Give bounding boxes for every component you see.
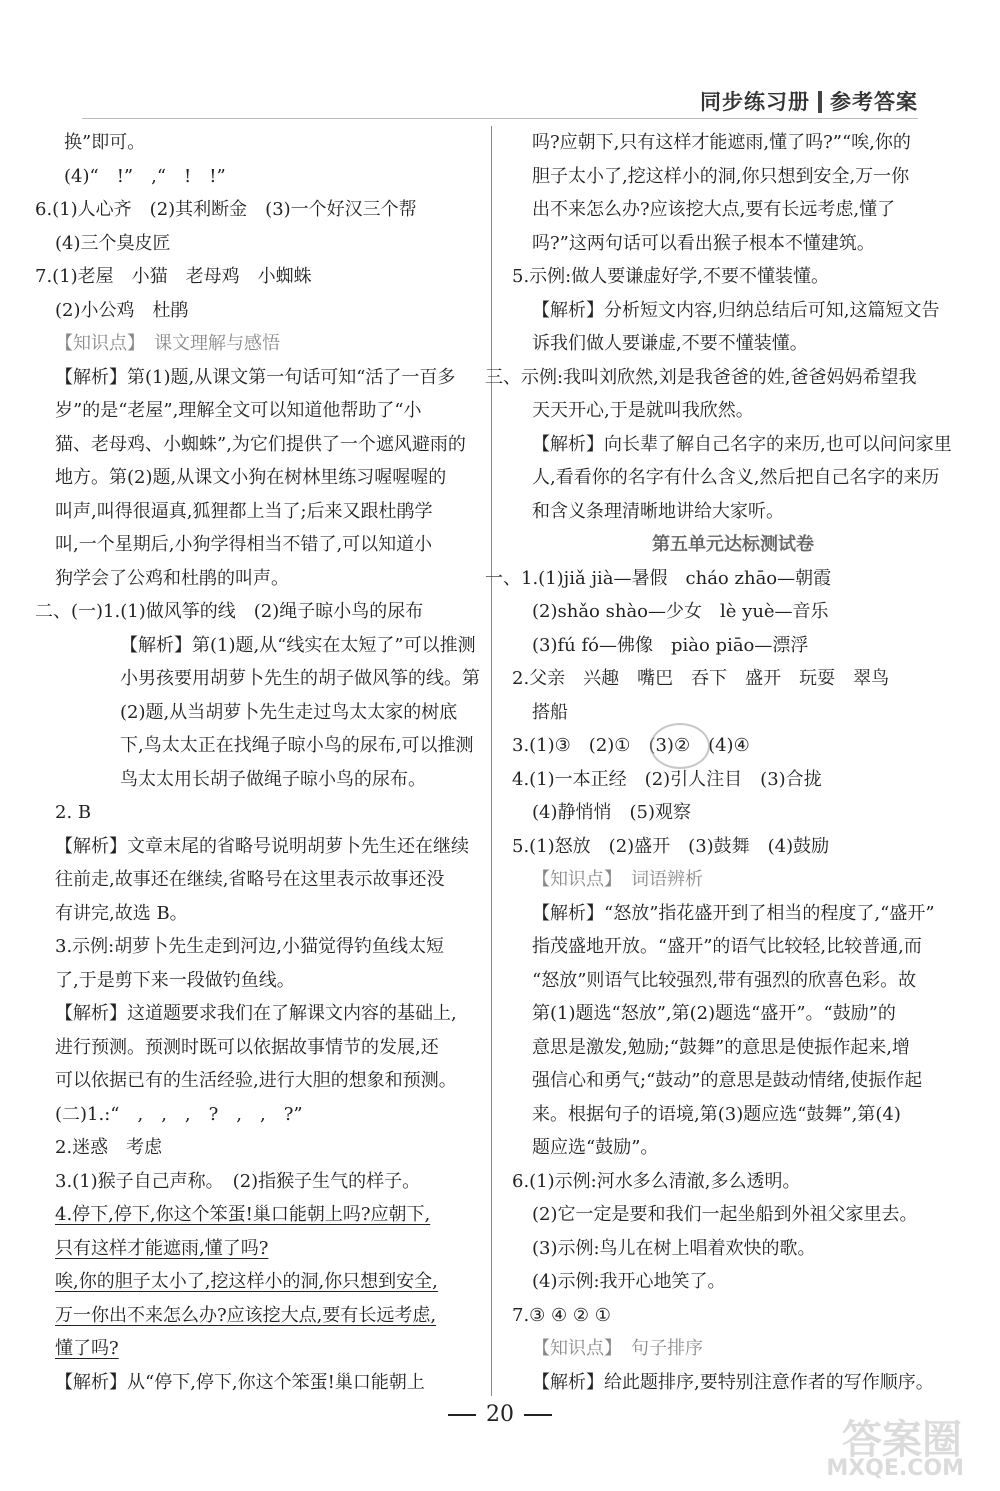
text-line: 指茂盛地开放。“盛开”的语气比较轻,比较普通,而 <box>532 936 922 957</box>
text-line: 2.父亲 兴趣 嘴巴 吞下 盛开 玩耍 翠鸟 <box>512 668 890 689</box>
text-line: 有讲完,故选 B。 <box>55 902 188 924</box>
analysis-line: 【解析】给此题排序,要特别注意作者的写作顺序。 <box>532 1371 934 1393</box>
text-line: 诉我们做人要谦虚,不要不懂装懂。 <box>532 333 808 354</box>
text-line: 猫、老母鸡、小蜘蛛”,为它们提供了一个遮风避雨的 <box>55 433 466 455</box>
watermark-logo <box>802 1408 972 1484</box>
analysis-line: 【解析】文章末尾的省略号说明胡萝卜先生还在继续 <box>55 835 469 857</box>
underlined-answer: 懂了吗? <box>55 1338 119 1359</box>
stamp-mark <box>650 723 710 769</box>
unit-test-title: 第五单元达标测试卷 <box>652 534 814 555</box>
text-line: 3.(1)③ (2)① (3)② (4)④ <box>512 735 750 756</box>
text-line: 叫声,叫得很逼真,狐狸都上当了;后来又跟杜鹃学 <box>55 500 433 522</box>
text-line: “怒放”则语气比较强烈,带有强烈的欣喜色彩。故 <box>532 969 917 991</box>
text-line: (4)静悄悄 (5)观察 <box>532 802 691 823</box>
text-line: 二、(一)1.(1)做风筝的线 (2)绳子晾小鸟的尿布 <box>35 601 424 622</box>
analysis-line: 【解析】分析短文内容,归纳总结后可知,这篇短文告 <box>532 299 940 321</box>
header-rule <box>82 118 918 119</box>
text-line: 强信心和勇气;“鼓动”的意思是鼓动情绪,使振作起 <box>532 1070 923 1091</box>
text-line: 2. B <box>55 802 92 823</box>
text-line: 4.(1)一本正经 (2)引人注目 (3)合拢 <box>512 768 822 790</box>
text-line: 来。根据句子的语境,第(3)题应选“鼓舞”,第(4) <box>532 1103 901 1125</box>
text-line: 往前走,故事还在继续,省略号在这里表示故事还没 <box>55 869 445 890</box>
text-line: (2)它一定是要和我们一起坐船到外祖父家里去。 <box>532 1204 918 1225</box>
knowledge-point: 【知识点】 词语辨析 <box>532 869 703 890</box>
book-title: 同步练习册 <box>700 90 810 114</box>
text-line: 吗?”这两句话可以看出猴子根本不懂建筑。 <box>532 232 875 254</box>
analysis-line: 【解析】“怒放”指花盛开到了相当的程度了,“盛开” <box>532 902 935 924</box>
underlined-answer: 只有这样才能遮雨,懂了吗? <box>55 1237 269 1259</box>
text-line: 下,鸟太太正在找绳子晾小鸟的尿布,可以推测 <box>120 735 474 756</box>
text-line: (4)三个臭皮匠 <box>55 232 171 254</box>
text-line: 和含义条理清晰地讲给大家听。 <box>532 500 784 522</box>
analysis-line: 【解析】第(1)题,从“线实在太短了”可以推测 <box>120 634 476 656</box>
text-line: (2)小公鸡 杜鹃 <box>55 299 189 321</box>
watermark-mark: 答案圈 <box>842 1417 962 1463</box>
underlined-answer: 万一你出不来怎么办?应该挖大点,要有长远考虑, <box>55 1304 437 1326</box>
text-line: 了,于是剪下来一段做钓鱼线。 <box>55 969 295 991</box>
text-line: 天天开心,于是就叫我欣然。 <box>532 400 754 421</box>
section-title: 参考答案 <box>830 90 918 114</box>
text-line: 3.(1)猴子自己声称。 (2)指猴子生气的样子。 <box>55 1170 421 1192</box>
text-line: 狗学会了公鸡和杜鹃的叫声。 <box>55 567 289 589</box>
text-line: (二)1.:“ , , , ? , , ?” <box>55 1103 303 1125</box>
analysis-line: 【解析】第(1)题,从课文第一句话可知“活了一百多 <box>55 366 456 388</box>
left-column <box>35 126 480 1399</box>
text-line: 鸟太太用长胡子做绳子晾小鸟的尿布。 <box>120 768 426 790</box>
text-line: (4)示例:我开心地笑了。 <box>532 1271 726 1292</box>
column-divider <box>491 126 492 1396</box>
text-line: 7.③ ④ ② ① <box>512 1304 611 1326</box>
text-line: 意思是激发,勉励;“鼓舞”的意思是使振作起来,增 <box>532 1036 910 1058</box>
page-number-text: 20 <box>486 1402 514 1427</box>
text-line: (2)题,从当胡萝卜先生走过鸟太太家的树底 <box>120 701 458 723</box>
text-line: 7.(1)老屋 小猫 老母鸡 小蜘蛛 <box>35 266 312 287</box>
text-line: (3)示例:鸟儿在树上唱着欢快的歌。 <box>532 1237 816 1259</box>
text-line: (3)fú fó—佛像 piào piāo—漂浮 <box>532 634 809 656</box>
underlined-answer: 唉,你的胆子太小了,挖这样小的洞,你只想到安全, <box>55 1271 438 1292</box>
text-line: 2.迷惑 考虑 <box>55 1137 163 1158</box>
text-line: 岁”的是“老屋”,理解全文可以知道他帮助了“小 <box>55 400 422 421</box>
text-line: 吗?应朝下,只有这样才能遮雨,懂了吗?”“唉,你的 <box>532 132 911 153</box>
text-line: 叫,一个星期后,小狗学得相当不错了,可以知道小 <box>55 534 433 555</box>
text-line: 人,看看你的名字有什么含义,然后把自己名字的来历 <box>532 467 940 488</box>
right-column <box>485 126 952 1399</box>
text-line: (4)“ !” ,“ ! !” <box>64 165 226 187</box>
analysis-line: 【解析】从“停下,停下,你这个笨蛋!巢口能朝上 <box>55 1371 425 1393</box>
text-line: 出不来怎么办?应该挖大点,要有长远考虑,懂了 <box>532 199 896 220</box>
text-line: 5.示例:做人要谦虚好学,不要不懂装懂。 <box>512 266 829 287</box>
text-line: 6.(1)示例:河水多么清澈,多么透明。 <box>512 1170 801 1192</box>
text-line: (2)shǎo shào—少女 lè yuè—音乐 <box>532 601 829 622</box>
underlined-answer: 4.停下,停下,你这个笨蛋!巢口能朝上吗?应朝下, <box>55 1204 431 1225</box>
text-line: 可以依据已有的生活经验,进行大胆的想象和预测。 <box>55 1070 457 1091</box>
text-line: 一、1.(1)jiǎ jià—暑假 cháo zhāo—朝霞 <box>485 567 832 589</box>
text-line: 搭船 <box>532 701 568 723</box>
text-line: 5.(1)怒放 (2)盛开 (3)鼓舞 (4)鼓励 <box>512 835 830 857</box>
text-line: 胆子太小了,挖这样小的洞,你只想到安全,万一你 <box>532 165 910 187</box>
analysis-line: 【解析】向长辈了解自己名字的来历,也可以问问家里 <box>532 433 952 455</box>
dash-right <box>524 1414 552 1416</box>
knowledge-point: 【知识点】 课文理解与感悟 <box>55 333 280 354</box>
book-header <box>700 86 918 116</box>
dash-left <box>448 1414 476 1416</box>
text-line: 三、示例:我叫刘欣然,刘是我爸爸的姓,爸爸妈妈希望我 <box>485 366 917 388</box>
text-line: 换”即可。 <box>64 132 146 153</box>
text-line: 3.示例:胡萝卜先生走到河边,小猫觉得钓鱼线太短 <box>55 936 444 957</box>
text-line: 题应选“鼓励”。 <box>532 1137 659 1158</box>
text-line: 地方。第(2)题,从课文小狗在树林里练习喔喔喔的 <box>55 467 447 488</box>
text-line: 第(1)题选“怒放”,第(2)题选“盛开”。“鼓励”的 <box>532 1003 896 1024</box>
text-line: 6.(1)人心齐 (2)其利断金 (3)一个好汉三个帮 <box>35 199 417 220</box>
header-separator <box>818 91 822 113</box>
watermark-url: MXQE.COM <box>826 1456 964 1481</box>
knowledge-point: 【知识点】 句子排序 <box>532 1338 703 1359</box>
text-line: 小男孩要用胡萝卜先生的胡子做风筝的线。第 <box>120 668 480 689</box>
analysis-line: 【解析】这道题要求我们在了解课文内容的基础上, <box>55 1003 457 1024</box>
text-line: 进行预测。预测时既可以依据故事情节的发展,还 <box>55 1036 439 1058</box>
